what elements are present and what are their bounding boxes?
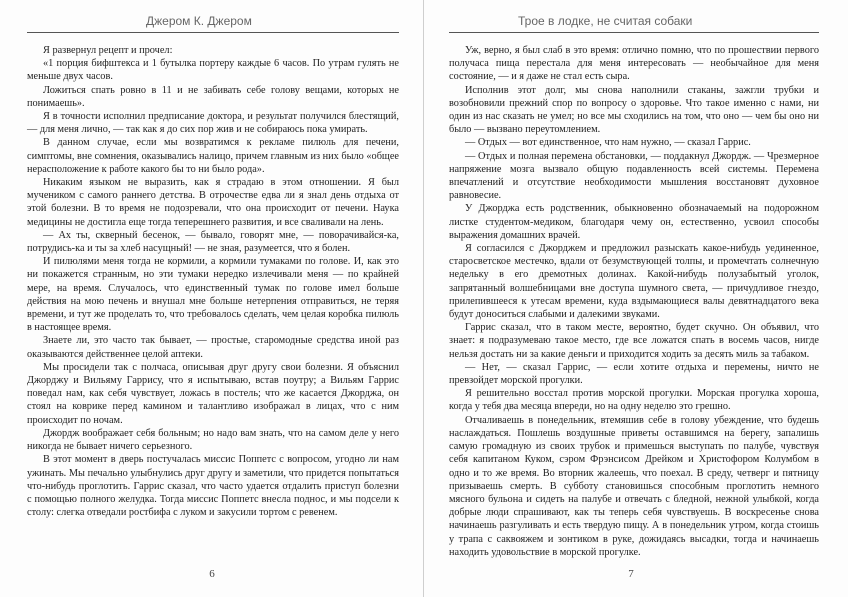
paragraph: Отчаливаешь в понедельник, втемяшив себе в голову убеждение, что будешь наслаждаться. Пошлешь воздушные приветы оставшимся на берегу, запалишь самую громадную из своих трубок и примешься выступать по палубе, чувствуя себя капитаном Куком, сэром Фрэнсисом Дрейком и Христофором Колумбом в одно и то же время. Во вторник жалеешь, что поехал. В среду, четверг и пятницу призываешь смерть. В субботу становишься способным проглотить немного мясного бульона и сидеть на палубе и отвечать с бледной, нежной улыбкой, когда добрые люди спрашивают, как ты теперь себя чувствуешь. В воскресенье снова начинаешь разгуливать и есть твердую пищу. А в понедельник утром, когда стоишь у трапа с саквояжем и зонтиком в руке, дожидаясь высадки, тогда и начинаешь находить удовольствие в морской прогулке. <box>449 414 819 558</box>
right-body-text <box>449 44 819 559</box>
right-header-rule <box>449 32 819 33</box>
paragraph: Уж, верно, я был слаб в это время: отлично помню, что по прошествии первого получаса пища перестала для меня интересовать — необычайное для меня состояние, — и я даже не стал есть сыра. <box>449 45 819 83</box>
paragraph: В этот момент в дверь постучалась миссис Поппетс с вопросом, угодно ли нам ужинать. Мы печально улыбнулись друг другу и заметили, что придется попытаться что-нибудь проглотить. Гаррис сказал, что часто удается отдалить приступ болезни с помощью полного желудка. Тогда миссис Поппетс внесла поднос, и мы подсели к столу: слегка отведали ростбифа с луком и закусили тортом с ревенем. <box>27 454 399 519</box>
paragraph: Исполнив этот долг, мы снова наполнили стаканы, зажгли трубки и возобновили прежний спор по вопросу о здоровье. Что такое именно с нами, ни один из нас сказать не умел; но все мы сходились на том, что оно — чем бы оно ни было — вызвано переутомлением. <box>449 84 819 136</box>
paragraph: Я развернул рецепт и прочел: <box>43 45 173 56</box>
paragraph: — Отдых — вот единственное, что нам нужно, — сказал Гаррис. <box>465 137 751 149</box>
paragraph: Я согласился с Джорджем и предложил разыскать какое-нибудь уединенное, старосветское местечко, вдали от безумствующей толпы, и промечтать солнечную недельку в его дремотных долинах. Какой-нибудь полузабытый уголок, запрятанный волшебницами вне доступа шумного света, — причудливое гнездо, прилепившееся к утесам времени, куда вздымающиеся валы девятнадцатого века будут доноситься слабыми и далекими звуками. <box>449 243 819 321</box>
paragraph: В данном случае, если мы возвратимся к рекламе пилюль для печени, симптомы, вне сомнения, оказывались налицо, причем главным из них было «общее нерасположение к работе какого бы то ни было рода». <box>27 137 399 175</box>
right-page-number: 7 <box>628 568 634 580</box>
left-body-text <box>27 44 399 519</box>
right-running-head: Трое в лодке, не считая собаки <box>518 14 693 28</box>
paragraph: — Отдых и полная перемена обстановки, — поддакнул Джордж. — Чрезмерное напряжение мозга вызвало общую подавленность всей системы. Перемена впечатлений и отсутствие необходимости мышления восстановят духовное равновесие. <box>449 150 819 202</box>
paragraph: У Джорджа есть родственник, обыкновенно обозначаемый на подорожном листке студентом-медиком, благодаря чему он, естественно, усвоил способы выражения домашних врачей. <box>449 203 819 241</box>
paragraph: Гаррис сказал, что в таком месте, вероятно, будет скучно. Он объявил, что знает: я подразумеваю такое место, где все ложатся спать в восемь часов, нигде нельзя достать ни за какие деньги и приходится ходить за десять миль за табаком. <box>449 322 819 360</box>
paragraph: Знаете ли, это часто так бывает, — простые, старомодные средства иной раз оказываются действеннее целой аптеки. <box>27 335 399 360</box>
paragraph: Я решительно восстал против морской прогулки. Морская прогулка хороша, когда у тебя два месяца впереди, но на одну неделю это грешно. <box>449 388 819 413</box>
left-running-head: Джером К. Джером <box>146 14 252 28</box>
paragraph: Ложиться спать ровно в 11 и не забивать себе голову вещами, которых не понимаешь». <box>27 84 399 109</box>
paragraph: Никаким языком не выразить, как я страдаю в этом отношении. Я был мучеником с самого раннего детства. В отрочестве едва ли я знал день отдыха от этой болезни. В то время не подозревали, что она происходит от печени. Наука медицины не достигла еще тогда теперешнего развития, и все сваливали на лень. <box>27 177 399 228</box>
paragraph: Я в точности исполнил предписание доктора, и результат получился блестящий, — для меня лично, — так как я до сих пор жив и не собираюсь пока умирать. <box>27 111 399 136</box>
left-page-number: 6 <box>209 568 215 580</box>
paragraph: И пилюлями меня тогда не кормили, а кормили тумаками по голове. И, как это ни покажется странным, но эти тумаки нередко излечивали меня — по крайней мере, на время. Случалось, что единственный тумак по голове имел больше действия на мою печень и внушал мне больше нетерпения отправиться, не теряя времени, и тут же проделать то, что требовалось сделать, чем целая коробка пилюль в настоящее время. <box>27 256 399 334</box>
paragraph: — Нет, — сказал Гаррис, — если хотите отдыха и перемены, ничто не превзойдет морской прогулки. <box>449 361 819 387</box>
paragraph: Джордж воображает себя больным; но надо вам знать, что на самом деле у него никогда не бывает ничего серьезного. <box>27 427 399 453</box>
paragraph: — Ах ты, скверный бесенок, — бывало, говорят мне, — поворачивайся-ка, потрудись-ка и ты за хлеб насущный! — не зная, разумеется, что я болен. <box>27 229 399 255</box>
right-page <box>424 0 848 597</box>
left-header-rule <box>27 32 399 33</box>
paragraph: «1 порция бифштекса и 1 бутылка портеру каждые 6 часов. По утрам гулять не меньше двух часов. <box>27 58 399 83</box>
paragraph: Мы просидели так с полчаса, описывая друг другу свои болезни. Я объяснил Джорджу и Вильяму Гаррису, что я испытываю, встав поутру; а Вильям Гаррис поведал нам, как себя чувствует, ложась в постель; что же касается Джорджа, он стоял на коврике перед камином и талантливо изображал в лицах, что с ним происходит по ночам. <box>27 361 399 426</box>
